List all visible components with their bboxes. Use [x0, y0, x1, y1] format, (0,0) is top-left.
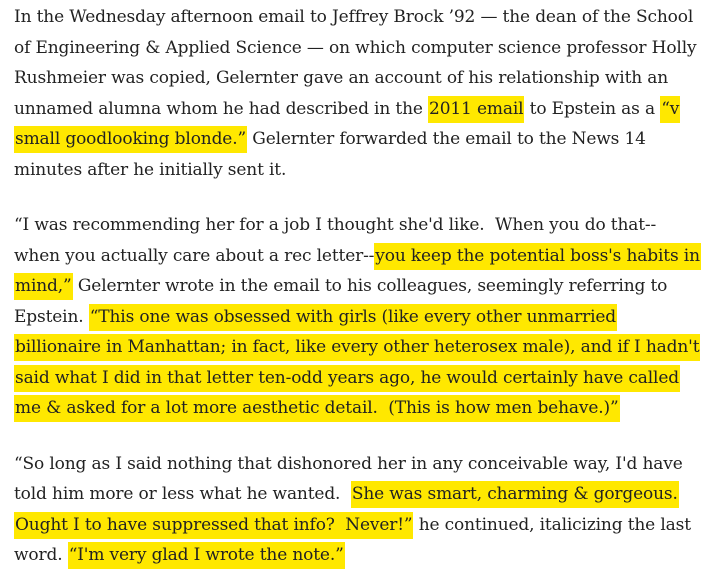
highlighted-text: mind,” — [14, 273, 73, 300]
highlighted-text: small goodlooking blonde.” — [14, 126, 247, 153]
text-line — [14, 241, 704, 272]
highlighted-text: Ought I to have suppressed that info? Never!” — [14, 512, 413, 539]
text-line — [14, 449, 704, 480]
text-line — [14, 94, 704, 125]
highlighted-text: “v — [660, 96, 680, 123]
text-run: of Engineering & Applied Science — on which computer science professor Holly — [14, 37, 697, 58]
highlighted-text: billionaire in Manhattan; in fact, like every other heterosex male), and if I hadn't — [14, 334, 700, 361]
highlighted-text: 2011 email — [428, 96, 524, 123]
highlighted-text: She was smart, charming & gorgeous. — [351, 481, 679, 508]
text-run: Gelernter wrote in the email to his colleagues, seemingly referring to — [72, 276, 668, 296]
text-run: minutes after he initially sent it. — [14, 159, 287, 180]
paragraph-1 — [14, 2, 704, 185]
text-line — [14, 332, 704, 363]
highlighted-text: said what I did in that letter ten-odd years ago, he would certainly have called — [14, 365, 680, 392]
text-run: unnamed alumna whom he had described in the — [14, 98, 429, 119]
highlighted-text: “This one was obsessed with girls (like every other unmarried — [89, 304, 617, 331]
paragraph-2 — [14, 210, 704, 424]
article-body — [14, 2, 704, 571]
text-line — [14, 63, 704, 94]
text-line — [14, 510, 704, 541]
text-run: Gelernter forwarded the email to the News 14 — [247, 129, 646, 149]
highlighted-text: you keep the potential boss's habits in — [374, 243, 701, 270]
text-line — [14, 393, 704, 424]
text-line — [14, 363, 704, 394]
text-line — [14, 155, 704, 186]
text-run: word. — [14, 545, 68, 565]
text-run: to Epstein as a — [524, 98, 661, 119]
text-line — [14, 210, 704, 241]
text-line — [14, 302, 704, 333]
text-run: he continued, italicizing the last — [413, 514, 691, 535]
text-line — [14, 540, 704, 571]
text-line — [14, 33, 704, 64]
text-line — [14, 124, 704, 155]
text-run: “So long as I said nothing that dishonored her in any conceivable way, I'd have — [14, 453, 683, 474]
text-run: when you actually care about a rec letter-- — [14, 245, 375, 266]
text-line — [14, 271, 704, 302]
text-run: Epstein. — [14, 306, 89, 327]
highlighted-text: “I'm very glad I wrote the note.” — [68, 542, 345, 569]
text-run: “I was recommending her for a job I thought she'd like. When you do that-- — [14, 215, 657, 235]
text-run: In the Wednesday afternoon email to Jeffrey Brock ’92 — the dean of the School — [14, 7, 694, 27]
text-line — [14, 479, 704, 510]
text-line — [14, 2, 704, 33]
text-run: told him more or less what he wanted. — [14, 484, 351, 504]
paragraph-3 — [14, 449, 704, 571]
text-run: Rushmeier was copied, Gelernter gave an account of his relationship with an — [14, 68, 669, 88]
highlighted-text: me & asked for a lot more aesthetic detail. (This is how men behave.)” — [14, 395, 620, 422]
